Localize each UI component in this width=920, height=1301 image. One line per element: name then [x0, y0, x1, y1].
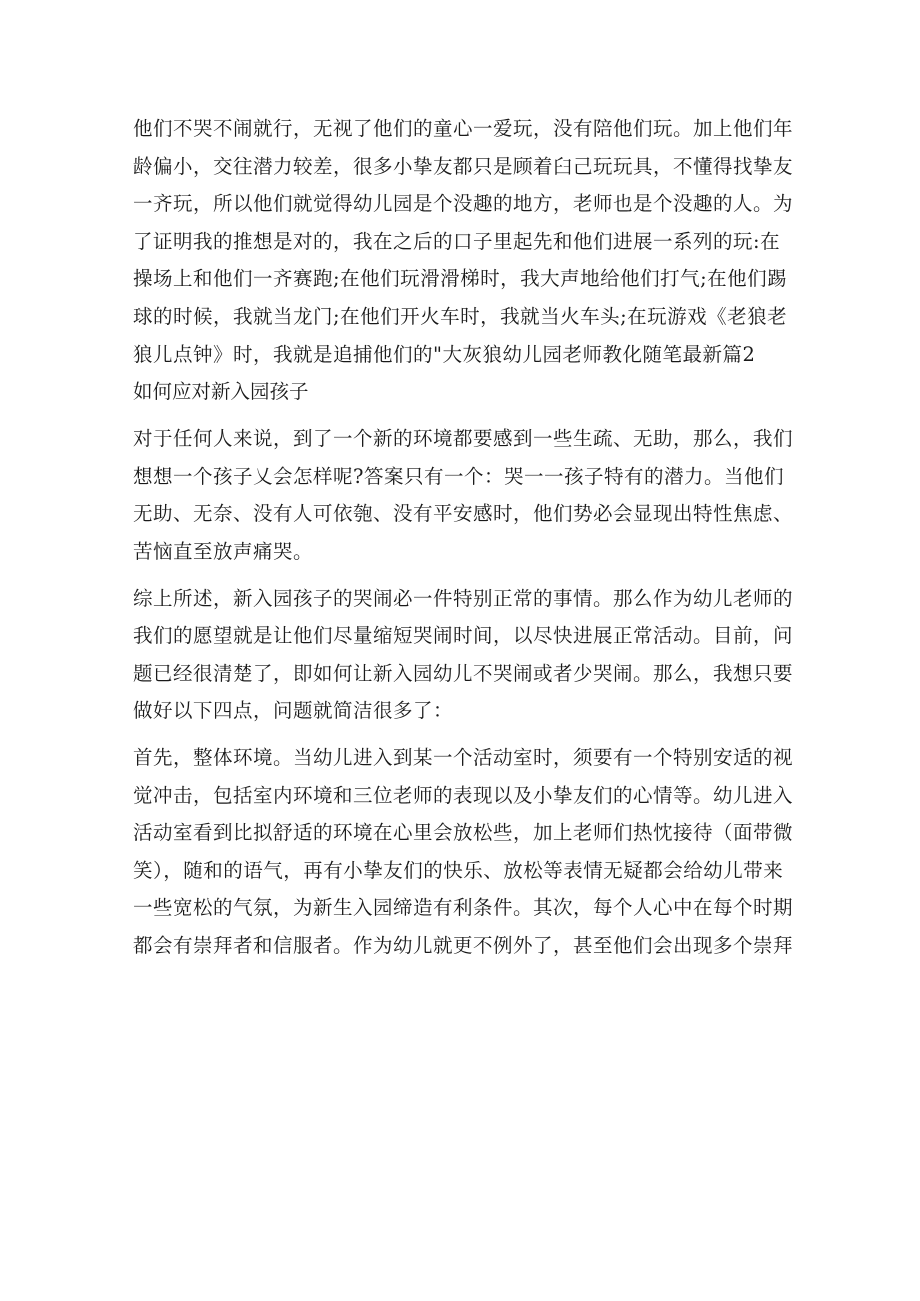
paragraph-3 — [133, 580, 793, 730]
text-line: 活动室看到比拟舒适的环境在心里会放松些，加上老师们热忱接待（面带微 — [133, 821, 793, 845]
text-line: 做好以下四点，问题就简洁很多了： — [133, 699, 454, 723]
text-line: 苦恼直至放声痛哭。 — [133, 539, 314, 563]
text-line: 无助、无奈、没有人可依匏、没有平安感时，他们势必会显现出特性焦虑、 — [133, 502, 793, 526]
text-line: 题已经很清楚了，即如何让新入园幼儿不哭闹或者少哭闹。那么，我想只要 — [133, 661, 793, 685]
section-heading: 如何应对新入园孩子 — [133, 380, 309, 404]
text-line: 一齐玩，所以他们就觉得幼儿园是个没趣的地方，老师也是个没趣的人。为 — [133, 192, 793, 216]
text-line: 综上所述，新入园孩子的哭闹必一件特别正常的事情。那么作为幼儿老师的 — [133, 586, 793, 610]
text-line: 我们的愿望就是让他们尽量缩短哭闹时间，以尽快进展正常活动。目前，问 — [133, 624, 793, 648]
text-line: 操场上和他们一齐赛跑;在他们玩滑滑梯时，我大声地给他们打气;在他们踢 — [133, 267, 788, 291]
text-line: 笑），随和的语气，再有小挚友们的快乐、放松等表情无疑都会给幼儿带来 — [133, 858, 784, 882]
text-line: 都会有崇拜者和信服者。作为幼儿就更不例外了，甚至他们会出现多个崇拜 — [133, 933, 793, 957]
text-line: 想想一个孩子乂会怎样呢?答案只有一个：哭一一孩子特有的潜力。当他们 — [133, 464, 784, 488]
text-line: 他们不哭不闹就行，无视了他们的童心一爱玩，没有陪他们玩。加上他们年 — [133, 117, 793, 140]
text-line: 了证明我的推想是对的，我在之后的口子里起先和他们进展一系列的玩:在 — [133, 229, 781, 253]
document-page — [133, 110, 793, 964]
text-line: 狼儿点钟》时，我就是追捕他们的"大灰狼幼儿园老师教化随笔最新篇2 — [133, 342, 756, 366]
text-line: 球的时候，我就当龙门;在他们开火车时，我就当火车头;在玩游戏《老狼老 — [133, 304, 788, 328]
text-line: 首先，整体环境。当幼儿进入到某一个活动室时，须要有一个特别安适的视 — [133, 745, 793, 769]
paragraph-2 — [133, 420, 793, 570]
text-line: 觉冲击，包括室内环境和三位老师的表现以及小挚友们的心情等。幼儿进入 — [133, 783, 793, 807]
paragraph-1 — [133, 110, 793, 373]
paragraph-4 — [133, 739, 793, 965]
text-line: 对于任何人来说，到了一个新的环境都要感到一些生疏、无助，那么，我们 — [133, 427, 793, 451]
text-line: 龄偏小，交往潜力较差，很多小挚友都只是顾着臼己玩玩具，不懂得找挚友 — [133, 154, 793, 178]
text-line: 一些宽松的气氛，为新生入园缔造有利条件。其次，每个人心中在每个时期 — [133, 896, 793, 920]
